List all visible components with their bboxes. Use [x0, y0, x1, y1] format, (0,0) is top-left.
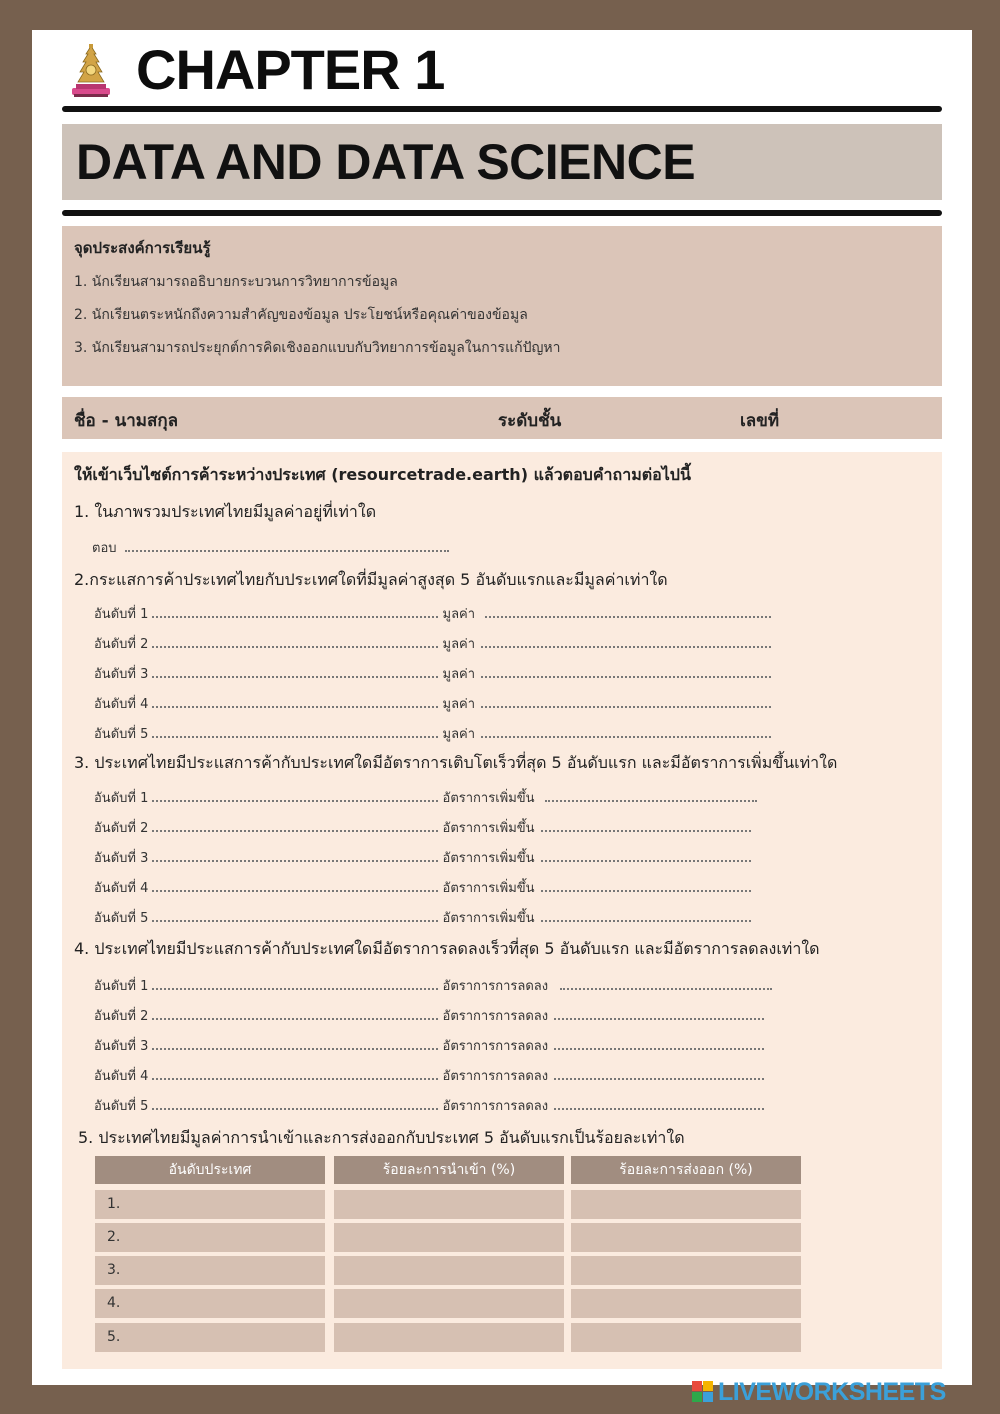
export-percent-cell[interactable]	[571, 1323, 801, 1352]
worksheet-page	[32, 30, 972, 1385]
country-blank[interactable]	[152, 606, 438, 618]
decline-label: อัตราการการลดลง	[442, 1009, 549, 1024]
answer-row	[94, 1065, 764, 1086]
value-label: มูลค่า	[442, 607, 476, 622]
chapter-heading: CHAPTER 1	[136, 38, 445, 101]
rate-label: อัตราการเพิ่มขึ้น	[442, 851, 535, 866]
rank-label: อันดับที่ 5	[94, 911, 149, 926]
decline-blank[interactable]	[554, 1098, 764, 1110]
decline-blank[interactable]	[560, 978, 772, 990]
answer-label: ตอบ	[92, 541, 117, 556]
rate-label: อัตราการเพิ่มขึ้น	[442, 881, 535, 896]
answer-row	[94, 603, 771, 624]
rank-label: อันดับที่ 2	[94, 821, 149, 836]
answer-row	[94, 663, 771, 684]
country-blank[interactable]	[152, 850, 438, 862]
table-header-export: ร้อยละการส่งออก (%)	[571, 1156, 801, 1184]
value-blank[interactable]	[485, 606, 771, 618]
export-percent-cell[interactable]	[571, 1256, 801, 1285]
country-blank[interactable]	[152, 978, 438, 990]
rate-label: อัตราการเพิ่มขึ้น	[442, 791, 535, 806]
import-percent-cell[interactable]	[334, 1323, 564, 1352]
student-info-bar	[62, 397, 942, 439]
country-blank[interactable]	[152, 726, 438, 738]
university-crest-icon	[70, 44, 112, 98]
class-label: ระดับชั้น	[498, 411, 562, 431]
objective-item: 2. นักเรียนตระหนักถึงความสำคัญของข้อมูล ประโยชน์หรือคุณค่าของข้อมูล	[74, 307, 528, 323]
name-label: ชื่อ - นามสกุล	[74, 411, 179, 431]
value-label: มูลค่า	[442, 727, 476, 742]
country-blank[interactable]	[152, 636, 438, 648]
table-rank-cell[interactable]: 1.	[95, 1190, 325, 1219]
rank-label: อันดับที่ 1	[94, 979, 149, 994]
objectives-box	[62, 226, 942, 386]
rate-blank[interactable]	[541, 880, 751, 892]
country-blank[interactable]	[152, 820, 438, 832]
question-1: 1. ในภาพรวมประเทศไทยมีมูลค่าอยู่ที่เท่าใด	[74, 502, 377, 521]
answer-row	[94, 877, 751, 898]
country-blank[interactable]	[152, 666, 438, 678]
decline-label: อัตราการการลดลง	[442, 979, 549, 994]
rate-blank[interactable]	[541, 820, 751, 832]
objectives-heading: จุดประสงค์การเรียนรู้	[74, 239, 211, 257]
import-percent-cell[interactable]	[334, 1256, 564, 1285]
decline-blank[interactable]	[554, 1038, 764, 1050]
table-header-import: ร้อยละการนำเข้า (%)	[334, 1156, 564, 1184]
page-title: DATA AND DATA SCIENCE	[76, 134, 696, 190]
number-label: เลขที่	[740, 411, 780, 431]
table-header-country: อันดับประเทศ	[95, 1156, 325, 1184]
question-2: 2.กระแสการค้าประเทศไทยกับประเทศใดที่มีมูลค่าสูงสุด 5 อันดับแรกและมีมูลค่าเท่าใด	[74, 570, 668, 589]
decline-blank[interactable]	[554, 1008, 764, 1020]
rank-label: อันดับที่ 2	[94, 1009, 149, 1024]
value-label: มูลค่า	[442, 637, 476, 652]
table-rank-cell[interactable]: 5.	[95, 1323, 325, 1352]
value-label: มูลค่า	[442, 697, 476, 712]
objective-item: 1. นักเรียนสามารถอธิบายกระบวนการวิทยาการข้อมูล	[74, 274, 398, 290]
decline-label: อัตราการการลดลง	[442, 1099, 549, 1114]
answer-row	[94, 693, 771, 714]
rank-label: อันดับที่ 5	[94, 727, 149, 742]
rank-label: อันดับที่ 1	[94, 791, 149, 806]
answer-row	[94, 723, 771, 744]
title-band	[62, 124, 942, 200]
question-4: 4. ประเทศไทยมีประแสการค้ากับประเทศใดมีอัตราการลดลงเร็วที่สุด 5 อันดับแรก และมีอัตราการลดลงเท่าใด	[74, 939, 820, 958]
answer-row	[94, 787, 757, 808]
value-blank[interactable]	[481, 636, 771, 648]
country-blank[interactable]	[152, 1038, 438, 1050]
country-blank[interactable]	[152, 790, 438, 802]
answer-row	[94, 1035, 764, 1056]
answer-row	[92, 537, 449, 558]
question-5: 5. ประเทศไทยมีมูลค่าการนำเข้าและการส่งออกกับประเทศ 5 อันดับแรกเป็นร้อยละเท่าใด	[78, 1128, 685, 1147]
answer-row	[94, 633, 771, 654]
table-rank-cell[interactable]: 4.	[95, 1289, 325, 1318]
questions-panel	[62, 452, 942, 1369]
divider-bottom	[62, 210, 942, 216]
country-blank[interactable]	[152, 880, 438, 892]
country-blank[interactable]	[152, 696, 438, 708]
rank-label: อันดับที่ 5	[94, 1099, 149, 1114]
value-label: มูลค่า	[442, 667, 476, 682]
rank-label: อันดับที่ 2	[94, 637, 149, 652]
country-blank[interactable]	[152, 1068, 438, 1080]
rank-label: อันดับที่ 4	[94, 881, 149, 896]
liveworksheets-logo[interactable]	[692, 1378, 988, 1406]
rank-label: อันดับที่ 1	[94, 607, 149, 622]
rate-label: อัตราการเพิ่มขึ้น	[442, 821, 535, 836]
brand-name: LIVEWORKSHEETS	[718, 1378, 946, 1406]
rank-label: อันดับที่ 3	[94, 851, 149, 866]
export-percent-cell[interactable]	[571, 1289, 801, 1318]
import-percent-cell[interactable]	[334, 1190, 564, 1219]
answer-row	[94, 817, 751, 838]
country-blank[interactable]	[152, 1008, 438, 1020]
value-blank[interactable]	[481, 726, 771, 738]
objective-item: 3. นักเรียนสามารถประยุกต์การคิดเชิงออกแบบกับวิทยาการข้อมูลในการแก้ปัญหา	[74, 340, 561, 356]
answer-blank[interactable]	[125, 540, 449, 552]
import-percent-cell[interactable]	[334, 1223, 564, 1252]
answer-row	[94, 907, 751, 928]
question-3: 3. ประเทศไทยมีประแสการค้ากับประเทศใดมีอัตราการเติบโตเร็วที่สุด 5 อันดับแรก และมีอัตราการเพิ่มขึ้นเท่าใด	[74, 753, 838, 772]
decline-label: อัตราการการลดลง	[442, 1039, 549, 1054]
answer-row	[94, 847, 751, 868]
decline-blank[interactable]	[554, 1068, 764, 1080]
rate-label: อัตราการเพิ่มขึ้น	[442, 911, 535, 926]
answer-row	[94, 975, 772, 996]
export-percent-cell[interactable]	[571, 1223, 801, 1252]
liveworksheets-logo-icon	[692, 1381, 716, 1403]
rank-label: อันดับที่ 3	[94, 1039, 149, 1054]
export-percent-cell[interactable]	[571, 1190, 801, 1219]
country-blank[interactable]	[152, 910, 438, 922]
rank-label: อันดับที่ 3	[94, 667, 149, 682]
table-rank-cell[interactable]: 2.	[95, 1223, 325, 1252]
rate-blank[interactable]	[545, 790, 757, 802]
import-percent-cell[interactable]	[334, 1289, 564, 1318]
value-blank[interactable]	[481, 666, 771, 678]
divider-top	[62, 106, 942, 112]
answer-row	[94, 1005, 764, 1026]
country-blank[interactable]	[152, 1098, 438, 1110]
instructions: ให้เข้าเว็บไซต์การค้าระหว่างประเทศ (resourcetrade.earth) แล้วตอบคำถามต่อไปนี้	[74, 465, 691, 484]
value-blank[interactable]	[481, 696, 771, 708]
rate-blank[interactable]	[541, 910, 751, 922]
rank-label: อันดับที่ 4	[94, 1069, 149, 1084]
decline-label: อัตราการการลดลง	[442, 1069, 549, 1084]
answer-row	[94, 1095, 764, 1116]
table-rank-cell[interactable]: 3.	[95, 1256, 325, 1285]
rate-blank[interactable]	[541, 850, 751, 862]
rank-label: อันดับที่ 4	[94, 697, 149, 712]
